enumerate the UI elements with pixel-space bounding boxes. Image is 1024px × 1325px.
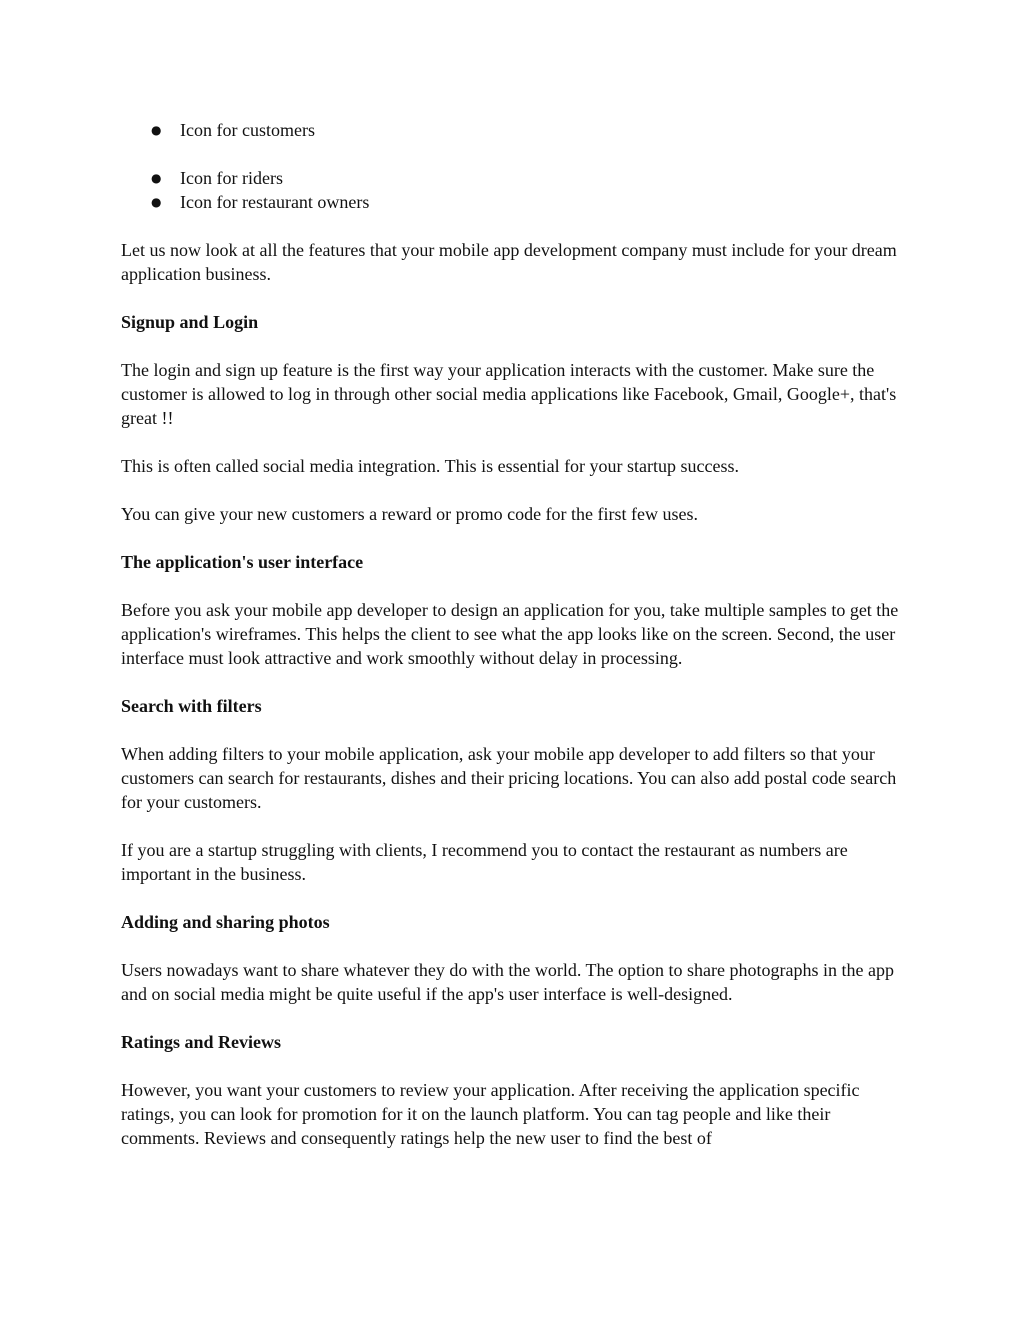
section-heading-photos: Adding and sharing photos [121, 912, 330, 932]
section-heading-ratings-reviews: Ratings and Reviews [121, 1032, 282, 1052]
body-paragraph: If you are a startup struggling with clients, I recommend you to contact the restaurant as numbers are important in the business. [121, 840, 848, 884]
section-heading-user-interface: The application's user interface [121, 552, 364, 572]
section-heading-search-filters: Search with filters [121, 696, 262, 716]
body-paragraph: When adding filters to your mobile application, ask your mobile app developer to add filters so that your customers can search for restaurants, dishes and their pricing locations. You can also add postal code search for your customers. [121, 744, 897, 812]
bullet-icon: ● [151, 195, 162, 209]
body-paragraph: The login and sign up feature is the first way your application interacts with the customer. Make sure the customer is allowed to log in through other social media applications like Facebook, Gmail, Google+, that's great !! [121, 360, 897, 428]
list-item-text: Icon for riders [180, 168, 283, 188]
bullet-list-customers [121, 118, 911, 142]
body-paragraph: Before you ask your mobile app developer to design an application for you, take multiple samples to get the application's wireframes. This helps the client to see what the app looks like on the screen. Second, the user interface must look attractive and work smoothly without delay in processing. [121, 600, 899, 668]
intro-paragraph: Let us now look at all the features that your mobile app development company must include for your dream application business. [121, 240, 897, 284]
body-paragraph: This is often called social media integration. This is essential for your startup success. [121, 456, 740, 476]
section-heading-signup-login: Signup and Login [121, 312, 259, 332]
document-page [121, 118, 911, 1150]
bullet-icon: ● [151, 123, 162, 137]
list-item-text: Icon for customers [180, 120, 315, 140]
bullet-icon: ● [151, 171, 162, 185]
body-paragraph: You can give your new customers a reward or promo code for the first few uses. [121, 504, 699, 524]
body-paragraph: However, you want your customers to review your application. After receiving the application specific ratings, you can look for promotion for it on the launch platform. You can tag people and like their comments. Reviews and consequently ratings help the new user to find the best of [121, 1080, 860, 1148]
list-item [121, 166, 911, 190]
list-item [121, 118, 911, 142]
list-item [121, 190, 911, 214]
list-item-text: Icon for restaurant owners [180, 192, 370, 212]
body-paragraph: Users nowadays want to share whatever they do with the world. The option to share photographs in the app and on social media might be quite useful if the app's user interface is well-designed. [121, 960, 894, 1004]
bullet-list-riders-owners [121, 166, 911, 214]
